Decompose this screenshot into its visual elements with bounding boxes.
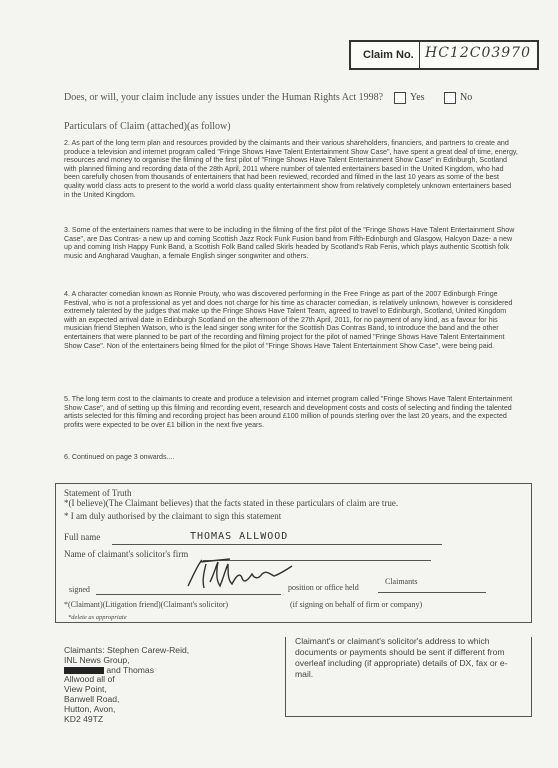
service-address-note: Claimant's or claimant's solicitor's address to which documents or payments should be sent if different from overleaf including (if appropriate) details of DX, fax or e-mail. bbox=[295, 636, 508, 679]
full-name-label: Full name bbox=[64, 532, 101, 542]
signature-line bbox=[96, 594, 281, 595]
paragraph-3: 3. Some of the entertainers names that were to be including in the filming of the first pilot of the "Fringe Shows Have Talent Entertainment Show Case", are Das Contras- a new up and coming Scottish Jazz Rock Funk Fusion band from Fifth-Edinburgh and Glasgow, Halcyon Daze- a new up and coming Irish Happy Funk Band, a Scottish Folk Band called Skirls headed by Scotland's Rab Fenis, which plays authentic Scottish folk music and Angharad Vaughan, a female English singer songwriter and others. bbox=[64, 226, 515, 260]
position-value: Claimants bbox=[385, 577, 418, 586]
paragraph-4: 4. A character comedian known as Ronnie Prouty, who was discovered performing in the Free Fringe as part of the 2007 Edinburgh Fringe Festival, who is not a professional as yet and does not charge for his time as character comedian, is relatively unknown, however is considered extremely talented by the judges that make up the Fringe Shows Have Talent Team, agreed to travel to Edinburgh, Scotland, United Kingdom with an expected arrival date in Edinburgh Scotland on the afternoon of the 27th April, 2011, for no payment of any kind, as a favour for his musician friend Stephen Watson, who is the lead singer song writer for the Scottish Das Contras Band, to introduce the band and the other entertainers that were planned to be part of the recording and filming project for the pilot of named "Fringe Shows Have Talent Entertainment Show Case". Non of the entertainers being filmed for the pilot of "Fringe Shows Have Talent Entertainment Show Case", were being paid. bbox=[64, 290, 513, 350]
claim-number-label: Claim No. bbox=[363, 49, 414, 61]
full-name-value: THOMAS ALLWOOD bbox=[190, 531, 289, 542]
claimants-line-3-text: and Thomas bbox=[106, 664, 155, 675]
signed-label: signed bbox=[69, 585, 90, 594]
redaction-mark bbox=[64, 667, 104, 674]
statement-belief-line: *(I believe)(The Claimant believes) that the facts stated in these particulars of claim are true. bbox=[64, 498, 399, 508]
human-rights-no-label: No bbox=[460, 92, 473, 103]
claimants-line-7: Hutton, Avon, bbox=[64, 703, 116, 714]
claimants-line-6: Banwell Road, bbox=[64, 693, 120, 704]
signature-image bbox=[180, 556, 305, 592]
claimants-line-1: Claimants: Stephen Carew-Reid, bbox=[64, 645, 190, 655]
claim-number-value: HC12C03970 bbox=[425, 45, 531, 61]
particulars-heading: Particulars of Claim (attached)(as follow) bbox=[64, 121, 231, 132]
human-rights-yes-checkbox[interactable] bbox=[394, 92, 406, 104]
paragraph-5: 5. The long term cost to the claimants to create and produce a television and internet program called "Fringe Shows Have Talent Entertainment Show Case", and of setting up this filming and recording event, research and development costs and costs of selecting and finding the talented artists selected for this filming and recording project has been around £100 million of pounds sterling over the last 20 years, and the expected profits were expected to be over £1 billion in the next five years. bbox=[64, 395, 513, 429]
human-rights-question: Does, or will, your claim include any issues under the Human Rights Act 1998? bbox=[64, 92, 384, 103]
claimants-line-4: Allwood all of bbox=[64, 674, 115, 685]
position-line bbox=[378, 592, 486, 593]
statement-heading: Statement of Truth bbox=[64, 488, 132, 498]
solicitor-firm-label: Name of claimant's solicitor's firm bbox=[64, 549, 189, 559]
human-rights-no-checkbox[interactable] bbox=[444, 92, 456, 104]
claim-number-divider bbox=[419, 42, 420, 68]
position-label: position or office held bbox=[288, 583, 359, 592]
human-rights-yes-label: Yes bbox=[410, 92, 425, 103]
claimants-address-block bbox=[64, 646, 189, 724]
full-name-line bbox=[112, 544, 442, 545]
claimants-line-5: View Point, bbox=[64, 684, 107, 695]
claimants-line-8: KD2 49TZ bbox=[64, 713, 104, 724]
statement-authorised-line: * I am duly authorised by the claimant to sign this statement bbox=[64, 511, 282, 521]
paragraph-2: 2. As part of the long term plan and resources provided by the claimants and their various shareholders, financiers, and partners to create and produce a television and internet program called "Fringe Shows Have Talent Entertainment Show Case", have spent a great deal of time, energy, resources and money to organise the filming of the first pilot of "Fringe Shows Have Talent Entertainment Show Case" in Edinburgh, Scotland with planned filming and recording data of the 28th April, 2011 where number of talented entertainers based in the United Kingdom, who had been carefully chosen from thousands of entertainers that had been reviewed, recorded and filmed in the last 10 years as some of the best quality world class acts to present to the world a world class quality entertainment show from relatively completely unknown entertainers based in the United Kingdom. bbox=[64, 139, 518, 199]
claimants-line-2: INL News Group, bbox=[64, 654, 130, 665]
delete-note: *delete as appropriate bbox=[68, 614, 127, 621]
firm-note: (if signing on behalf of firm or company) bbox=[290, 600, 423, 609]
claim-number-box bbox=[349, 40, 539, 70]
paragraph-6: 6. Continued on page 3 onwards.... bbox=[64, 453, 175, 461]
role-line: *(Claimant)(Litigation friend)(Claimant's solicitor) bbox=[64, 600, 229, 609]
